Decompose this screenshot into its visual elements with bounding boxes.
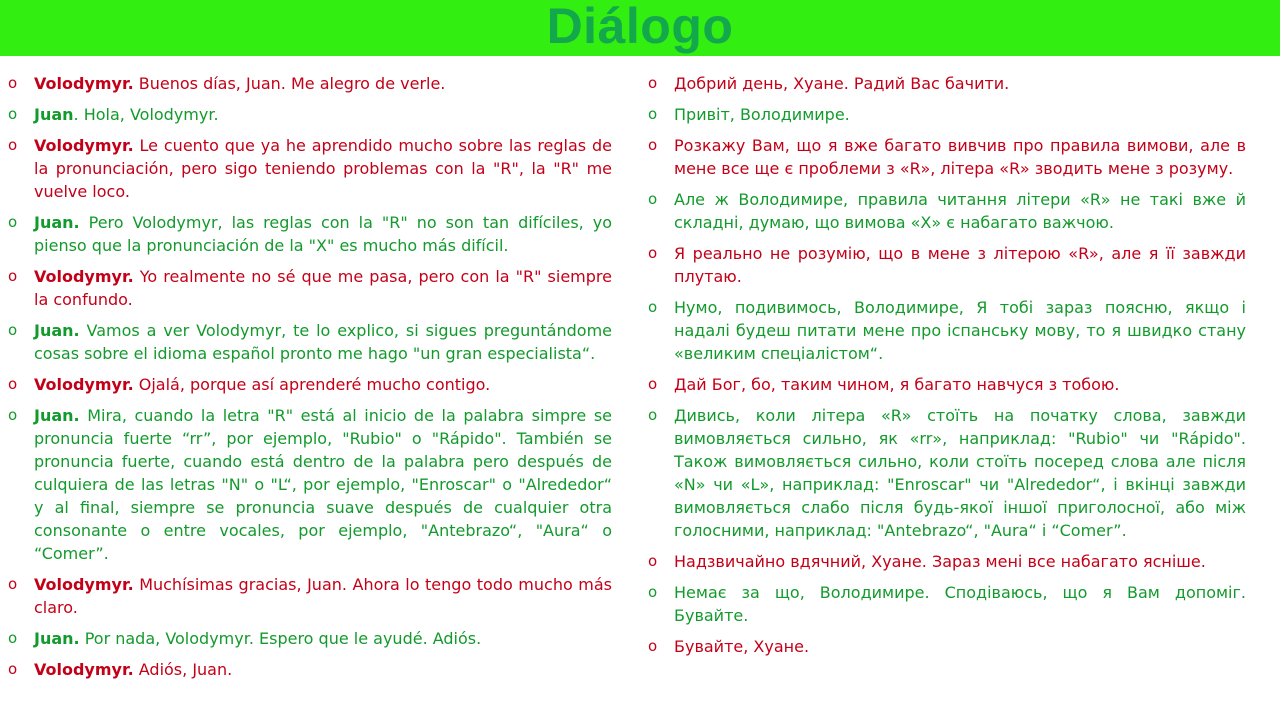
dialogue-line (8, 658, 612, 681)
dialogue-line (8, 404, 612, 565)
dialogue-text: Pero Volodymyr, las reglas con la "R" no son tan difíciles, yo pienso que la pronunciación de la "X" es mucho más difícil. (34, 213, 613, 255)
speaker-name: Volodymyr. (34, 575, 134, 594)
dialogue-line (8, 211, 612, 257)
dialogue-line (648, 296, 1246, 365)
dialogue-text: Добрий день, Хуане. Радий Вас бачити. (674, 74, 1010, 93)
dialogue-line (648, 134, 1246, 180)
dialogue-text: Я реально не розумію, що в мене з літерою «R», але я її завжди плутаю. (674, 244, 1246, 286)
speaker-name: Volodymyr. (34, 660, 134, 679)
speaker-name: Volodymyr. (34, 136, 134, 155)
dialogue-line (8, 373, 612, 396)
bullet-icon: o (8, 136, 18, 154)
dialogue-text: Por nada, Volodymyr. Espero que le ayudé. Adiós. (84, 629, 482, 648)
bullet-icon: o (648, 298, 658, 316)
dialogue-line (648, 635, 1246, 658)
bullet-icon: o (648, 552, 658, 570)
bullet-icon: o (648, 583, 658, 601)
speaker-name: Juan. (34, 406, 80, 425)
dialogue-text: Mira, cuando la letra "R" está al inicio de la palabra simpre se pronuncia fuerte “rr”, por ejemplo, "Rubio" o "Rápido". También se pronuncia fuerte, cuando está dentro de la palabra pero después de culquiera de las letras "N" o "L“, por ejemplo, "Enroscar" o "Alrededor“ y al final, siempre se pronuncia suave después de cualquier otra consonante o entre vocales, por ejemplo, "Antebrazo“, "Aura“ o “Comer”. (34, 406, 612, 563)
ukrainian-dialogue-list (648, 72, 1246, 666)
dialogue-text: Yo realmente no sé que me pasa, pero con la "R" siempre la confundo. (34, 267, 612, 309)
bullet-icon: o (8, 406, 18, 424)
bullet-icon: o (8, 629, 18, 647)
dialogue-text: Дай Бог, бо, таким чином, я багато навчуся з тобою. (674, 375, 1120, 394)
dialogue-text: Бувайте, Хуане. (674, 637, 810, 656)
dialogue-text: Buenos días, Juan. Me alegro de verle. (138, 74, 446, 93)
dialogue-text: Muchísimas gracias, Juan. Ahora lo tengo todo mucho más claro. (34, 575, 612, 617)
bullet-icon: o (648, 244, 658, 262)
dialogue-line (648, 72, 1246, 95)
bullet-icon: o (648, 190, 658, 208)
dialogue-text: Adiós, Juan. (138, 660, 233, 679)
dialogue-text: Le cuento que ya he aprendido mucho sobre las reglas de la pronunciación, pero sigo teniendo problemas con la "R", la "R" me vuelve loco. (34, 136, 612, 201)
dialogue-text: Ojalá, porque así aprenderé mucho contigo. (138, 375, 491, 394)
dialogue-text: Нумо, подивимось, Володимире, Я тобі зараз поясню, якщо і надалі будеш питати мене про іспанську мову, то я швидко стану «великим спеціалістом“. (674, 298, 1246, 363)
dialogue-line (648, 550, 1246, 573)
bullet-icon: o (8, 74, 18, 92)
spanish-dialogue-list (8, 72, 612, 689)
speaker-name: Volodymyr. (34, 74, 134, 93)
bullet-icon: o (8, 213, 18, 231)
dialogue-line (648, 373, 1246, 396)
bullet-icon: o (8, 321, 18, 339)
page-title: Diálogo (546, 0, 734, 54)
bullet-icon: o (8, 375, 18, 393)
bullet-icon: o (648, 136, 658, 154)
speaker-name: Volodymyr. (34, 267, 134, 286)
dialogue-text: Привіт, Володимире. (674, 105, 850, 124)
speaker-name: Juan. (34, 321, 80, 340)
bullet-icon: o (8, 105, 18, 123)
dialogue-line (8, 573, 612, 619)
speaker-name: Volodymyr. (34, 375, 134, 394)
dialogue-line (648, 404, 1246, 542)
dialogue-line (648, 103, 1246, 126)
dialogue-line (648, 242, 1246, 288)
dialogue-text: Розкажу Вам, що я вже багато вивчив про правила вимови, але в мене все ще є проблеми з «R», літера «R» зводить мене з розуму. (674, 136, 1246, 178)
dialogue-text: Дивись, коли літера «R» стоїть на початку слова, завжди вимовляється сильно, як «rr», наприклад: "Rubio" чи "Rápido". Також вимовляється сильно, коли стоїть посеред слова але після «N» чи «L», наприклад: "Enroscar" чи "Alrededor“, і вкінці завжди вимовляється слабо після будь-якої іншої приголосної, або між голосними, наприклад: "Antebrazo“, "Aura“ і “Comer”. (674, 406, 1246, 540)
bullet-icon: o (8, 660, 18, 678)
dialogue-line (648, 188, 1246, 234)
dialogue-line (8, 627, 612, 650)
dialogue-line (8, 134, 612, 203)
dialogue-text: Але ж Володимире, правила читання літери «R» не такі вже й складні, думаю, що вимова «X» є набагато важчою. (674, 190, 1246, 232)
dialogue-text: Надзвичайно вдячний, Хуане. Зараз мені все набагато ясніше. (674, 552, 1206, 571)
dialogue-line (648, 581, 1246, 627)
bullet-icon: o (648, 74, 658, 92)
bullet-icon: o (648, 105, 658, 123)
dialogue-text: Vamos a ver Volodymyr, te lo explico, si sigues preguntándome cosas sobre el idioma español pronto me hago "un gran especialista“. (34, 321, 612, 363)
dialogue-line (8, 72, 612, 95)
bullet-icon: o (8, 575, 18, 593)
speaker-name: Juan. (34, 629, 80, 648)
bullet-icon: o (8, 267, 18, 285)
dialogue-text: Немає за що, Володимире. Сподіваюсь, що я Вам допоміг. Бувайте. (674, 583, 1246, 625)
dialogue-line (8, 103, 612, 126)
dialogue-text: . Hola, Volodymyr. (73, 105, 219, 124)
speaker-name: Juan. (34, 213, 80, 232)
bullet-icon: o (648, 375, 658, 393)
bullet-icon: o (648, 637, 658, 655)
bullet-icon: o (648, 406, 658, 424)
speaker-name: Juan (34, 105, 74, 124)
dialogue-line (8, 265, 612, 311)
dialogue-line (8, 319, 612, 365)
